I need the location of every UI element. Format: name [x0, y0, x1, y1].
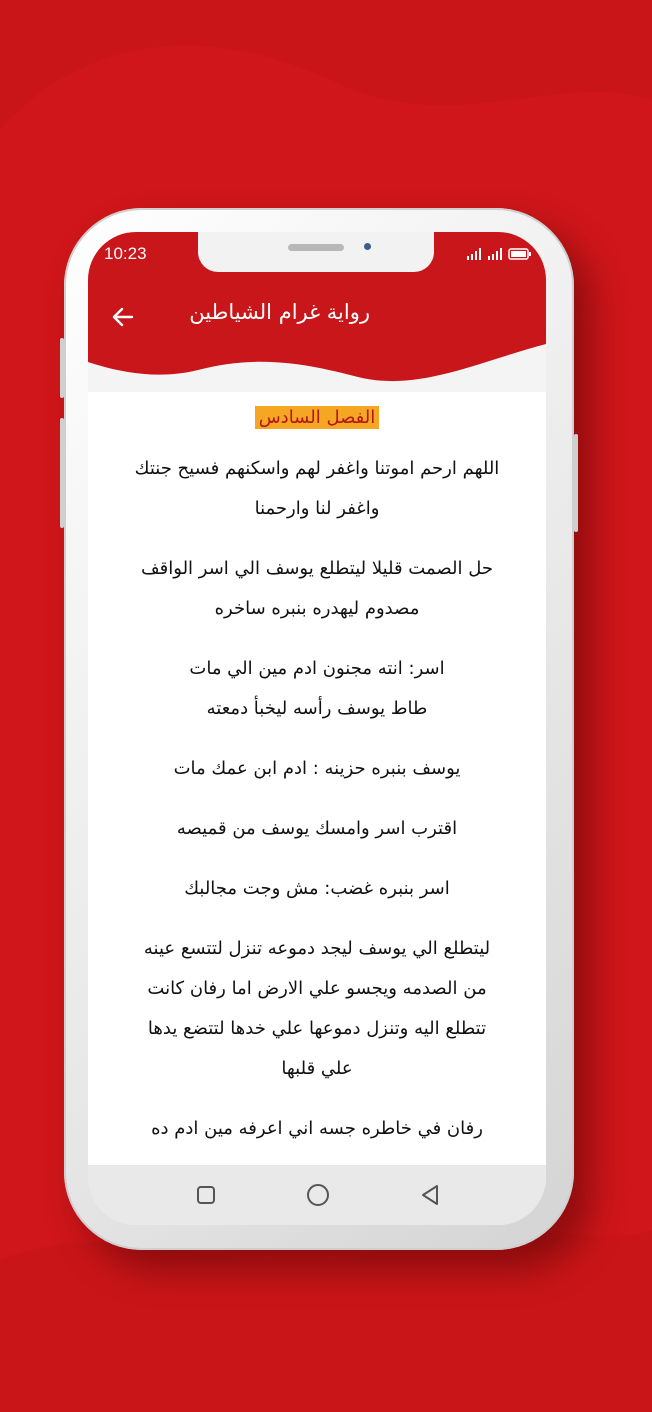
- paragraph: اسر: انته مجنون ادم مين الي مات طاط يوسف رأسه ليخبأ دمعته: [189, 658, 445, 719]
- signal-icon: [466, 248, 484, 260]
- back-triangle-icon[interactable]: [416, 1181, 444, 1209]
- signal-icon: [487, 248, 505, 260]
- speaker-grille: [288, 244, 344, 251]
- paragraph: رفان في خاطره جسه اني اعرفه مين ادم ده: [151, 1118, 483, 1139]
- back-arrow-icon[interactable]: [110, 304, 136, 330]
- paragraph: اسر بنبره غضب: مش وجت مجالبك: [184, 878, 450, 899]
- chapter-title: الفصل السادس: [255, 406, 380, 429]
- status-time: 10:23: [104, 244, 147, 263]
- navigation-bar: [88, 1165, 546, 1225]
- app-bar: [88, 292, 546, 392]
- front-camera: [364, 243, 371, 250]
- status-icons: [466, 248, 532, 260]
- paragraph: حل الصمت قليلا ليتطلع يوسف الي اسر الواقف مصدوم ليهدره بنبره ساخره: [141, 558, 493, 619]
- paragraph: اقترب اسر وامسك يوسف من قميصه: [176, 818, 458, 839]
- paragraph: ليتطلع الي يوسف ليجد دموعه تنزل لتتسع عينه من الصدمه ويجسو علي الارض اما رفان كانت تتطلع اليه وتنزل دموعها علي خدها لتتضع يدها علي قلبها: [143, 938, 491, 1079]
- paragraph: اللهم ارحم اموتنا واغفر لهم واسكنهم فسيح جنتك واغفر لنا وارحمنا: [134, 458, 500, 519]
- phone-notch: [198, 232, 434, 272]
- battery-icon: [508, 248, 532, 260]
- paragraph: يوسف بنبره حزينه : ادم ابن عمك مات: [173, 758, 461, 779]
- phone-screen: [88, 232, 546, 1225]
- status-bar: [88, 232, 546, 292]
- app-title: رواية غرام الشياطين: [189, 300, 370, 324]
- home-circle-icon[interactable]: [304, 1181, 332, 1209]
- recents-square-icon[interactable]: [192, 1181, 220, 1209]
- reading-content[interactable]: [88, 392, 546, 1165]
